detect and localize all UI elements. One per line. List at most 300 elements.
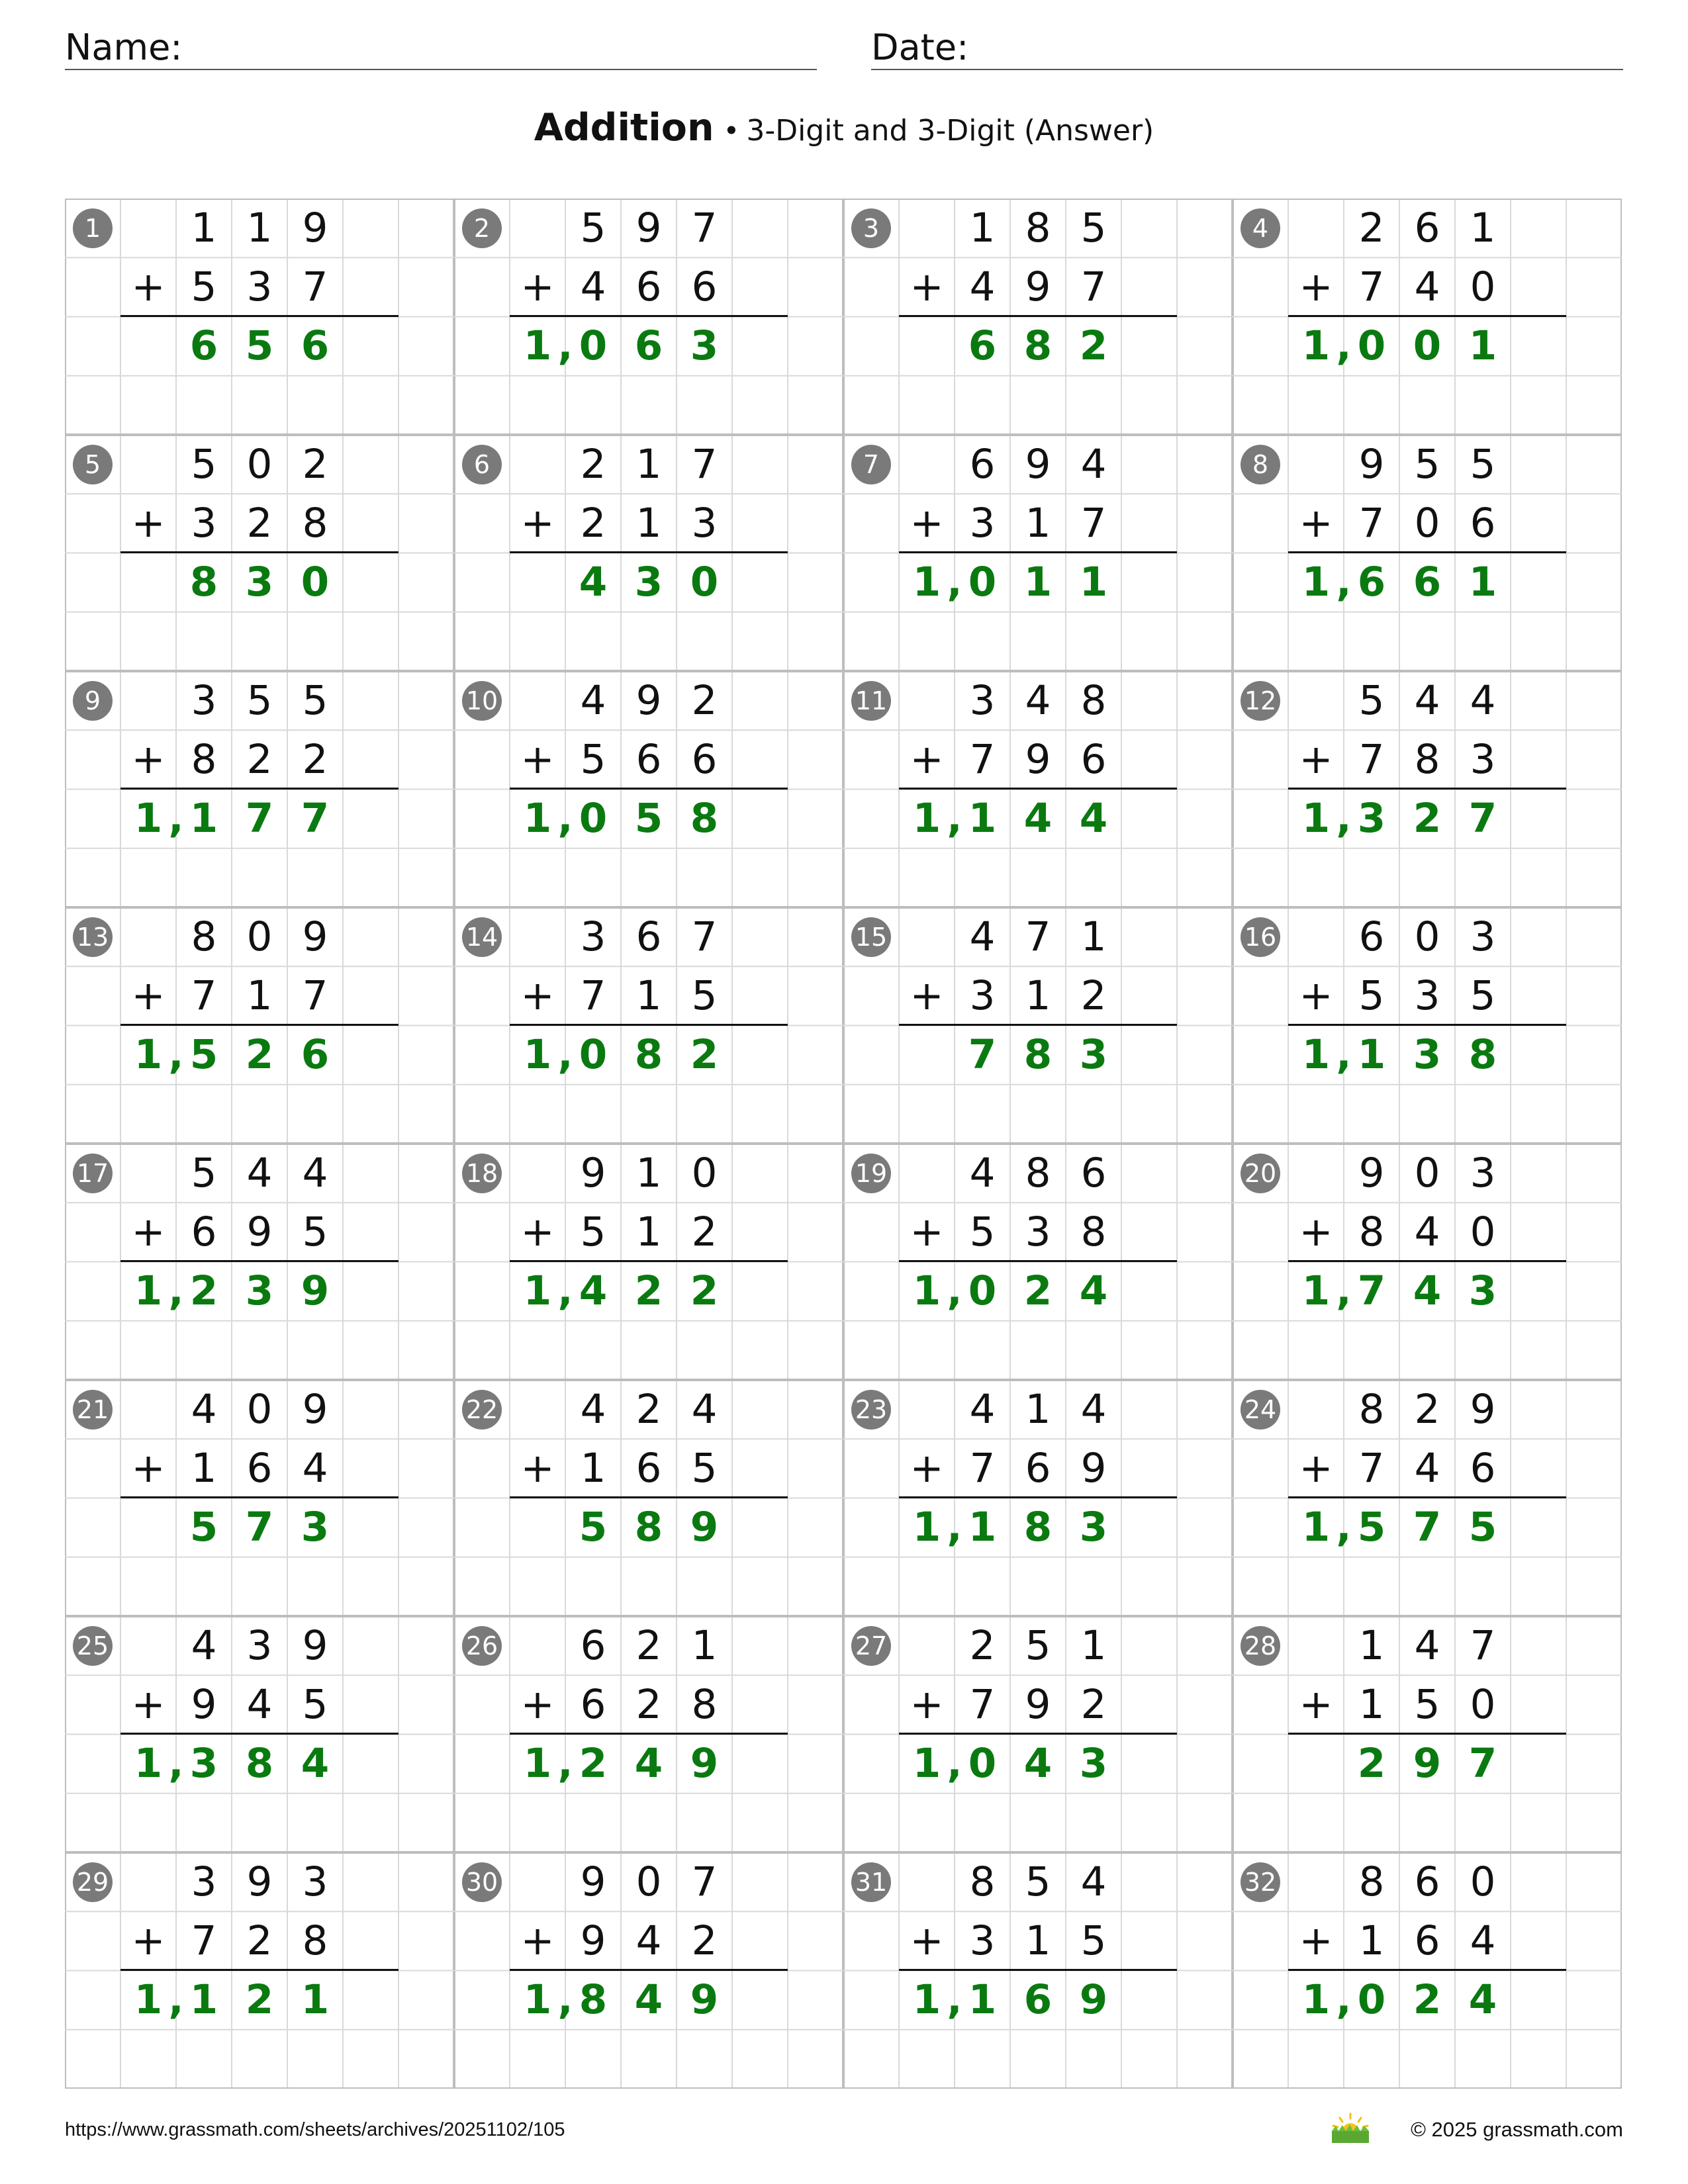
addend-top-digit: 0 — [691, 1150, 718, 1197]
addend-bottom-digit: 6 — [635, 263, 662, 310]
addend-bottom-digit: 7 — [302, 972, 328, 1019]
addend-top-digit: 4 — [1080, 441, 1107, 488]
addend-bottom-digit: 6 — [635, 736, 662, 783]
problem-14 — [454, 907, 843, 1144]
answer-digit: 2 — [1413, 1976, 1442, 2023]
problem-number-badge: 26 — [462, 1626, 502, 1666]
answer-digit: 6 — [301, 1031, 330, 1078]
addend-bottom-digit: 4 — [302, 1445, 328, 1492]
problem-number-badge: 11 — [851, 681, 891, 721]
addend-bottom-digit: 3 — [691, 500, 718, 547]
addend-top-digit: 9 — [246, 1858, 273, 1905]
addend-bottom-digit: 3 — [1470, 736, 1496, 783]
answer-digit: 4 — [634, 1740, 663, 1787]
addend-top-digit: 5 — [302, 677, 328, 724]
addend-top-digit: 1 — [1080, 1622, 1107, 1669]
problem-22 — [454, 1380, 843, 1616]
answer-digit: 3 — [690, 322, 719, 369]
answer-digit: 0 — [579, 1031, 608, 1078]
plus-sign: + — [1299, 736, 1333, 783]
addend-bottom-digit: 3 — [969, 1917, 996, 1964]
plus-sign: + — [131, 1681, 165, 1728]
addend-bottom-digit: 5 — [1358, 972, 1385, 1019]
addend-top-digit: 6 — [1414, 1858, 1440, 1905]
answer-digit: 8 — [579, 1976, 608, 2023]
answer-digit: 1 — [523, 1031, 552, 1078]
addend-top-digit: 9 — [302, 1622, 328, 1669]
addend-bottom-digit: 2 — [580, 500, 606, 547]
addend-top-digit: 9 — [580, 1858, 606, 1905]
addend-bottom-digit: 6 — [246, 1445, 273, 1492]
plus-sign: + — [131, 972, 165, 1019]
answer-digit: 7 — [1468, 795, 1497, 842]
answer-digit: 6 — [1023, 1976, 1053, 2023]
addend-bottom-digit: 1 — [1025, 972, 1051, 1019]
answer-comma: , — [168, 1031, 184, 1078]
problem-number-badge: 3 — [851, 208, 891, 248]
addend-top-digit: 9 — [1358, 441, 1385, 488]
worksheet-title — [0, 106, 1688, 150]
addend-bottom-digit: 8 — [1080, 1208, 1107, 1255]
answer-digit: 0 — [579, 795, 608, 842]
answer-digit: 4 — [634, 1976, 663, 2023]
problem-number-badge: 23 — [851, 1390, 891, 1430]
answer-digit: 2 — [1023, 1267, 1053, 1314]
addend-bottom-digit: 7 — [1080, 500, 1107, 547]
answer-digit: 7 — [1357, 1267, 1386, 1314]
addend-top-digit: 3 — [302, 1858, 328, 1905]
addend-top-digit: 0 — [246, 1386, 273, 1433]
answer-digit: 1 — [912, 1504, 941, 1551]
answer-comma: , — [947, 1976, 962, 2023]
addend-bottom-digit: 2 — [691, 1208, 718, 1255]
answer-digit: 6 — [1357, 559, 1386, 606]
addend-bottom-digit: 6 — [1414, 1917, 1440, 1964]
problem-number-badge: 7 — [851, 445, 891, 484]
problem-number-badge: 6 — [462, 445, 502, 484]
answer-digit: 1 — [912, 1976, 941, 2023]
footer-url[interactable]: https://www.grassmath.com/sheets/archives/20251102/105 — [65, 2119, 565, 2140]
addend-top-digit: 8 — [1358, 1858, 1385, 1905]
problem-number-badge: 8 — [1241, 445, 1280, 484]
addend-bottom-digit: 1 — [580, 1445, 606, 1492]
addend-bottom-digit: 4 — [635, 1917, 662, 1964]
addend-bottom-digit: 3 — [246, 263, 273, 310]
addend-bottom-digit: 7 — [191, 1917, 217, 1964]
addend-bottom-digit: 1 — [635, 972, 662, 1019]
answer-digit: 9 — [1413, 1740, 1442, 1787]
addend-top-digit: 4 — [1470, 677, 1496, 724]
addend-bottom-digit: 2 — [691, 1917, 718, 1964]
problem-6 — [454, 435, 843, 671]
addend-top-digit: 6 — [1414, 205, 1440, 251]
addend-bottom-digit: 4 — [1414, 263, 1440, 310]
addend-bottom-digit: 8 — [302, 500, 328, 547]
answer-digit: 8 — [245, 1740, 274, 1787]
answer-comma: , — [557, 1740, 573, 1787]
addend-top-digit: 0 — [1414, 1150, 1440, 1197]
answer-digit: 3 — [634, 559, 663, 606]
problem-5 — [65, 435, 454, 671]
name-field[interactable] — [65, 25, 817, 70]
addend-top-digit: 4 — [969, 913, 996, 960]
answer-digit: 1 — [1301, 795, 1331, 842]
problem-number-badge: 27 — [851, 1626, 891, 1666]
problem-18 — [454, 1144, 843, 1380]
problem-12 — [1233, 671, 1622, 907]
answer-digit: 1 — [134, 1267, 163, 1314]
addend-top-digit: 5 — [1414, 441, 1440, 488]
answer-digit: 9 — [690, 1740, 719, 1787]
answer-digit: 1 — [523, 1267, 552, 1314]
problem-number-badge: 24 — [1241, 1390, 1280, 1430]
addend-bottom-digit: 3 — [969, 972, 996, 1019]
answer-digit: 1 — [912, 559, 941, 606]
answer-comma: , — [168, 1267, 184, 1314]
title-subtitle: 3-Digit and 3-Digit (Answer) — [746, 114, 1154, 148]
answer-digit: 1 — [189, 1976, 218, 2023]
answer-digit: 1 — [1301, 1504, 1331, 1551]
grass-sun-logo-icon — [1329, 2113, 1372, 2144]
answer-comma: , — [1336, 322, 1352, 369]
date-field[interactable] — [871, 25, 1623, 70]
problem-number-badge: 13 — [73, 917, 113, 957]
addend-top-digit: 1 — [635, 1150, 662, 1197]
addend-top-digit: 7 — [691, 913, 718, 960]
addend-bottom-digit: 7 — [580, 972, 606, 1019]
addend-top-digit: 0 — [246, 441, 273, 488]
addend-top-digit: 8 — [1358, 1386, 1385, 1433]
addend-bottom-digit: 6 — [1470, 500, 1496, 547]
answer-digit: 1 — [523, 322, 552, 369]
addend-bottom-digit: 1 — [1358, 1681, 1385, 1728]
answer-digit: 7 — [1413, 1504, 1442, 1551]
answer-digit: 4 — [579, 559, 608, 606]
answer-digit: 0 — [968, 559, 997, 606]
addend-top-digit: 1 — [969, 205, 996, 251]
addend-top-digit: 9 — [302, 1386, 328, 1433]
answer-digit: 1 — [1301, 559, 1331, 606]
addend-top-digit: 1 — [1470, 205, 1496, 251]
addend-top-digit: 4 — [1080, 1386, 1107, 1433]
addend-top-digit: 1 — [1358, 1622, 1385, 1669]
answer-digit: 1 — [134, 795, 163, 842]
addend-top-digit: 2 — [969, 1622, 996, 1669]
answer-digit: 1 — [968, 1976, 997, 2023]
answer-digit: 3 — [189, 1740, 218, 1787]
answer-digit: 1 — [912, 1267, 941, 1314]
addend-bottom-digit: 5 — [1414, 1681, 1440, 1728]
addend-bottom-digit: 7 — [969, 1445, 996, 1492]
addend-bottom-digit: 2 — [246, 500, 273, 547]
problem-8 — [1233, 435, 1622, 671]
addend-top-digit: 8 — [1080, 677, 1107, 724]
plus-sign: + — [910, 263, 944, 310]
addend-top-digit: 1 — [246, 205, 273, 251]
answer-comma: , — [947, 1740, 962, 1787]
plus-sign: + — [910, 1917, 944, 1964]
answer-digit: 4 — [579, 1267, 608, 1314]
answer-digit: 1 — [134, 1740, 163, 1787]
answer-digit: 8 — [1468, 1031, 1497, 1078]
problem-24 — [1233, 1380, 1622, 1616]
addend-bottom-digit: 9 — [580, 1917, 606, 1964]
addend-top-digit: 5 — [580, 205, 606, 251]
problem-7 — [843, 435, 1233, 671]
answer-digit: 1 — [134, 1976, 163, 2023]
addend-top-digit: 9 — [302, 205, 328, 251]
title-main: Addition — [534, 106, 714, 150]
problem-number-badge: 16 — [1241, 917, 1280, 957]
problem-11 — [843, 671, 1233, 907]
addend-bottom-digit: 9 — [1080, 1445, 1107, 1492]
answer-digit: 8 — [634, 1504, 663, 1551]
plus-sign: + — [520, 1208, 555, 1255]
problem-16 — [1233, 907, 1622, 1144]
answer-digit: 1 — [912, 1740, 941, 1787]
addend-top-digit: 8 — [1025, 1150, 1051, 1197]
answer-comma: , — [557, 1976, 573, 2023]
addend-top-digit: 6 — [1080, 1150, 1107, 1197]
addend-top-digit: 6 — [969, 441, 996, 488]
problem-30 — [454, 1852, 843, 2089]
problem-2 — [454, 199, 843, 435]
answer-digit: 2 — [690, 1267, 719, 1314]
answer-digit: 8 — [1023, 1504, 1053, 1551]
answer-digit: 1 — [968, 1504, 997, 1551]
addend-top-digit: 3 — [191, 1858, 217, 1905]
plus-sign: + — [910, 500, 944, 547]
answer-digit: 3 — [1079, 1504, 1108, 1551]
answer-digit: 2 — [690, 1031, 719, 1078]
answer-digit: 3 — [1079, 1031, 1108, 1078]
problem-grid — [65, 199, 1622, 2089]
answer-digit: 2 — [189, 1267, 218, 1314]
addend-bottom-digit: 6 — [1080, 736, 1107, 783]
answer-digit: 8 — [690, 795, 719, 842]
problem-number-badge: 9 — [73, 681, 113, 721]
addend-top-digit: 7 — [1470, 1622, 1496, 1669]
answer-digit: 6 — [1413, 559, 1442, 606]
answer-digit: 5 — [1468, 1504, 1497, 1551]
addend-top-digit: 2 — [302, 441, 328, 488]
answer-comma: , — [557, 322, 573, 369]
answer-digit: 1 — [1301, 1976, 1331, 2023]
problem-number-badge: 32 — [1241, 1862, 1280, 1902]
problem-number-badge: 18 — [462, 1154, 502, 1193]
problem-27 — [843, 1616, 1233, 1852]
addend-bottom-digit: 9 — [1025, 263, 1051, 310]
answer-digit: 0 — [968, 1267, 997, 1314]
answer-digit: 9 — [690, 1976, 719, 2023]
addend-top-digit: 5 — [1080, 205, 1107, 251]
addend-bottom-digit: 4 — [969, 263, 996, 310]
answer-digit: 2 — [1357, 1740, 1386, 1787]
plus-sign: + — [520, 972, 555, 1019]
addend-bottom-digit: 2 — [302, 736, 328, 783]
answer-digit: 6 — [301, 322, 330, 369]
plus-sign: + — [131, 263, 165, 310]
addend-bottom-digit: 7 — [1358, 500, 1385, 547]
addend-bottom-digit: 3 — [1414, 972, 1440, 1019]
answer-comma: , — [168, 1740, 184, 1787]
addend-bottom-digit: 1 — [191, 1445, 217, 1492]
problem-number-badge: 22 — [462, 1390, 502, 1430]
plus-sign: + — [1299, 263, 1333, 310]
answer-digit: 9 — [1079, 1976, 1108, 2023]
plus-sign: + — [1299, 1917, 1333, 1964]
addend-top-digit: 1 — [191, 205, 217, 251]
addend-top-digit: 9 — [1358, 1150, 1385, 1197]
addend-bottom-digit: 5 — [580, 736, 606, 783]
addend-top-digit: 3 — [1470, 1150, 1496, 1197]
answer-comma: , — [947, 1267, 962, 1314]
addend-top-digit: 4 — [246, 1150, 273, 1197]
addend-top-digit: 4 — [1025, 677, 1051, 724]
addend-bottom-digit: 5 — [302, 1208, 328, 1255]
addend-top-digit: 8 — [969, 1858, 996, 1905]
answer-digit: 3 — [245, 559, 274, 606]
addend-top-digit: 5 — [1025, 1622, 1051, 1669]
addend-bottom-digit: 9 — [1025, 1681, 1051, 1728]
answer-digit: 7 — [245, 795, 274, 842]
answer-comma: , — [1336, 1976, 1352, 2023]
answer-digit: 1 — [1301, 1031, 1331, 1078]
addend-top-digit: 7 — [691, 1858, 718, 1905]
plus-sign: + — [131, 736, 165, 783]
plus-sign: + — [910, 972, 944, 1019]
addend-bottom-digit: 1 — [1025, 500, 1051, 547]
addend-bottom-digit: 1 — [1025, 1917, 1051, 1964]
addend-bottom-digit: 4 — [246, 1681, 273, 1728]
problem-number-badge: 20 — [1241, 1154, 1280, 1193]
addend-top-digit: 3 — [969, 677, 996, 724]
problem-23 — [843, 1380, 1233, 1616]
addend-bottom-digit: 8 — [691, 1681, 718, 1728]
answer-digit: 4 — [1023, 795, 1053, 842]
addend-bottom-digit: 7 — [1358, 263, 1385, 310]
title-separator: • — [723, 114, 740, 147]
answer-digit: 0 — [1357, 322, 1386, 369]
addend-bottom-digit: 9 — [1025, 736, 1051, 783]
addend-bottom-digit: 1 — [1358, 1917, 1385, 1964]
answer-comma: , — [1336, 1267, 1352, 1314]
date-label: Date: — [871, 26, 969, 68]
addend-top-digit: 0 — [246, 913, 273, 960]
answer-digit: 3 — [1413, 1031, 1442, 1078]
answer-digit: 4 — [1079, 1267, 1108, 1314]
answer-digit: 1 — [523, 1740, 552, 1787]
addend-top-digit: 4 — [969, 1386, 996, 1433]
plus-sign: + — [131, 1208, 165, 1255]
addend-bottom-digit: 8 — [1358, 1208, 1385, 1255]
problem-32 — [1233, 1852, 1622, 2089]
addend-bottom-digit: 5 — [691, 1445, 718, 1492]
answer-digit: 2 — [1079, 322, 1108, 369]
plus-sign: + — [910, 1208, 944, 1255]
answer-comma: , — [947, 795, 962, 842]
addend-bottom-digit: 1 — [635, 1208, 662, 1255]
addend-bottom-digit: 5 — [969, 1208, 996, 1255]
problem-number-badge: 29 — [73, 1862, 113, 1902]
plus-sign: + — [1299, 1208, 1333, 1255]
answer-digit: 4 — [301, 1740, 330, 1787]
addend-bottom-digit: 7 — [302, 263, 328, 310]
answer-digit: 1 — [134, 1031, 163, 1078]
answer-digit: 1 — [189, 795, 218, 842]
addend-top-digit: 1 — [691, 1622, 718, 1669]
addend-bottom-digit: 2 — [1080, 1681, 1107, 1728]
answer-digit: 0 — [1413, 322, 1442, 369]
answer-digit: 1 — [968, 795, 997, 842]
plus-sign: + — [520, 263, 555, 310]
addend-bottom-digit: 0 — [1470, 1208, 1496, 1255]
addend-top-digit: 6 — [580, 1622, 606, 1669]
answer-digit: 8 — [634, 1031, 663, 1078]
problem-number-badge: 19 — [851, 1154, 891, 1193]
answer-digit: 6 — [968, 322, 997, 369]
addend-bottom-digit: 8 — [191, 736, 217, 783]
addend-bottom-digit: 6 — [580, 1681, 606, 1728]
problem-number-badge: 15 — [851, 917, 891, 957]
addend-top-digit: 4 — [191, 1622, 217, 1669]
addend-top-digit: 2 — [635, 1386, 662, 1433]
plus-sign: + — [1299, 1445, 1333, 1492]
problem-number-badge: 2 — [462, 208, 502, 248]
problem-21 — [65, 1380, 454, 1616]
addend-top-digit: 3 — [580, 913, 606, 960]
problem-28 — [1233, 1616, 1622, 1852]
addend-top-digit: 3 — [1470, 913, 1496, 960]
addend-bottom-digit: 6 — [191, 1208, 217, 1255]
answer-comma: , — [1336, 559, 1352, 606]
addend-top-digit: 9 — [580, 1150, 606, 1197]
answer-comma: , — [1336, 795, 1352, 842]
addend-top-digit: 9 — [1025, 441, 1051, 488]
answer-digit: 5 — [245, 322, 274, 369]
answer-digit: 0 — [690, 559, 719, 606]
addend-top-digit: 5 — [1025, 1858, 1051, 1905]
addend-bottom-digit: 2 — [246, 1917, 273, 1964]
answer-digit: 6 — [634, 322, 663, 369]
addend-top-digit: 9 — [635, 205, 662, 251]
answer-digit: 3 — [1357, 795, 1386, 842]
answer-digit: 1 — [523, 795, 552, 842]
addend-top-digit: 4 — [1414, 677, 1440, 724]
answer-digit: 5 — [189, 1031, 218, 1078]
addend-bottom-digit: 3 — [1025, 1208, 1051, 1255]
problem-number-badge: 12 — [1241, 681, 1280, 721]
addend-bottom-digit: 4 — [580, 263, 606, 310]
addend-top-digit: 4 — [191, 1386, 217, 1433]
problem-number-badge: 31 — [851, 1862, 891, 1902]
answer-digit: 2 — [1413, 795, 1442, 842]
answer-digit: 1 — [1301, 322, 1331, 369]
addend-top-digit: 2 — [1358, 205, 1385, 251]
answer-comma: , — [947, 1504, 962, 1551]
addend-top-digit: 5 — [191, 1150, 217, 1197]
addend-bottom-digit: 8 — [1414, 736, 1440, 783]
addend-top-digit: 4 — [580, 1386, 606, 1433]
addend-top-digit: 8 — [1025, 205, 1051, 251]
addend-bottom-digit: 5 — [1470, 972, 1496, 1019]
addend-bottom-digit: 5 — [580, 1208, 606, 1255]
problem-10 — [454, 671, 843, 907]
addend-top-digit: 3 — [246, 1622, 273, 1669]
addend-top-digit: 0 — [1470, 1858, 1496, 1905]
addend-bottom-digit: 6 — [1025, 1445, 1051, 1492]
addend-top-digit: 9 — [302, 913, 328, 960]
